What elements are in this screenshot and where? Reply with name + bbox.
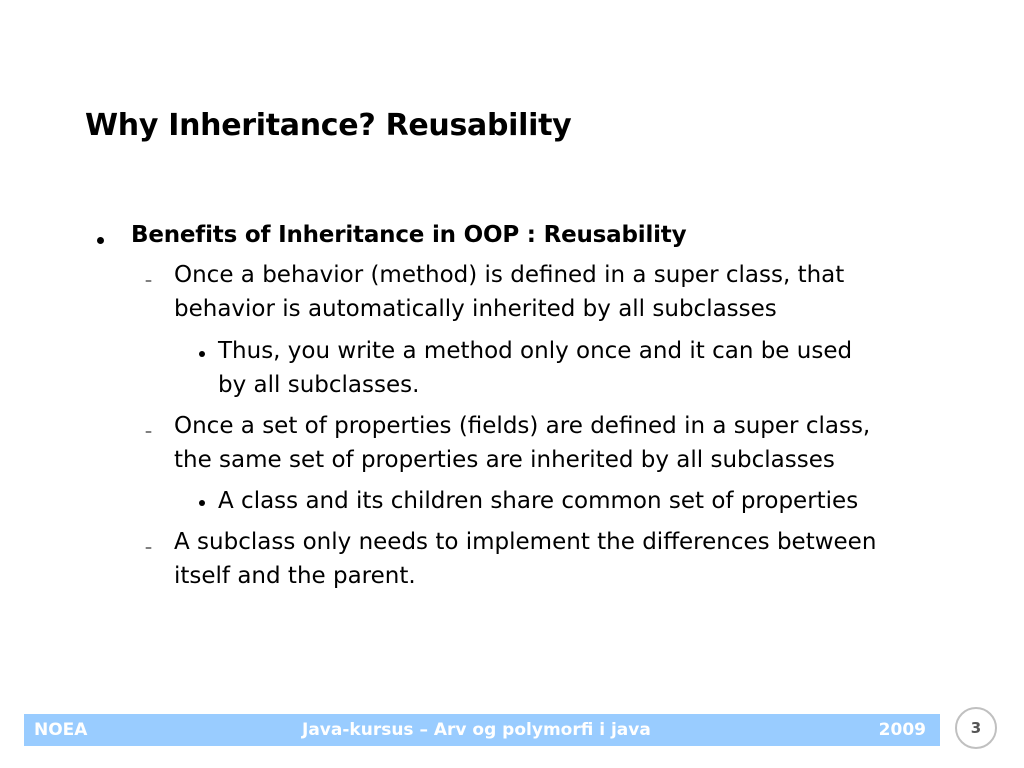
sub-item-behavior-line1: Once a behavior (method) is defined in a super class, that (174, 262, 845, 288)
sub-item-properties-line1: Once a set of properties (fields) are defined in a super class, (174, 413, 871, 439)
point-method-once-line1: Thus, you write a method only once and it can be used (218, 338, 853, 364)
bullet-benefits: Benefits of Inheritance in OOP : Reusability (131, 222, 687, 248)
sub-item-differences-line2: itself and the parent. (174, 563, 416, 589)
bullet-dot-icon (97, 237, 104, 244)
dash-icon: – (145, 273, 152, 289)
dash-icon: – (145, 540, 152, 556)
bullet-dot-icon (199, 500, 205, 506)
slide-title: Why Inheritance? Reusability (85, 108, 572, 143)
sub-item-behavior-line2: behavior is automatically inherited by all subclasses (174, 296, 777, 322)
point-method-once-line2: by all subclasses. (218, 372, 420, 398)
dash-icon: – (145, 424, 152, 440)
sub-item-properties-line2: the same set of properties are inherited by all subclasses (174, 447, 835, 473)
sub-item-differences-line1: A subclass only needs to implement the differences between (174, 529, 877, 555)
footer-organization: NOEA (34, 720, 88, 740)
bullet-dot-icon (199, 351, 205, 357)
footer-year: 2009 (878, 720, 926, 740)
footer-bar (24, 714, 940, 746)
page-number: 3 (955, 707, 997, 749)
point-shared-properties: A class and its children share common set of properties (218, 488, 859, 514)
footer-course-title: Java-kursus – Arv og polymorfi i java (302, 720, 651, 740)
